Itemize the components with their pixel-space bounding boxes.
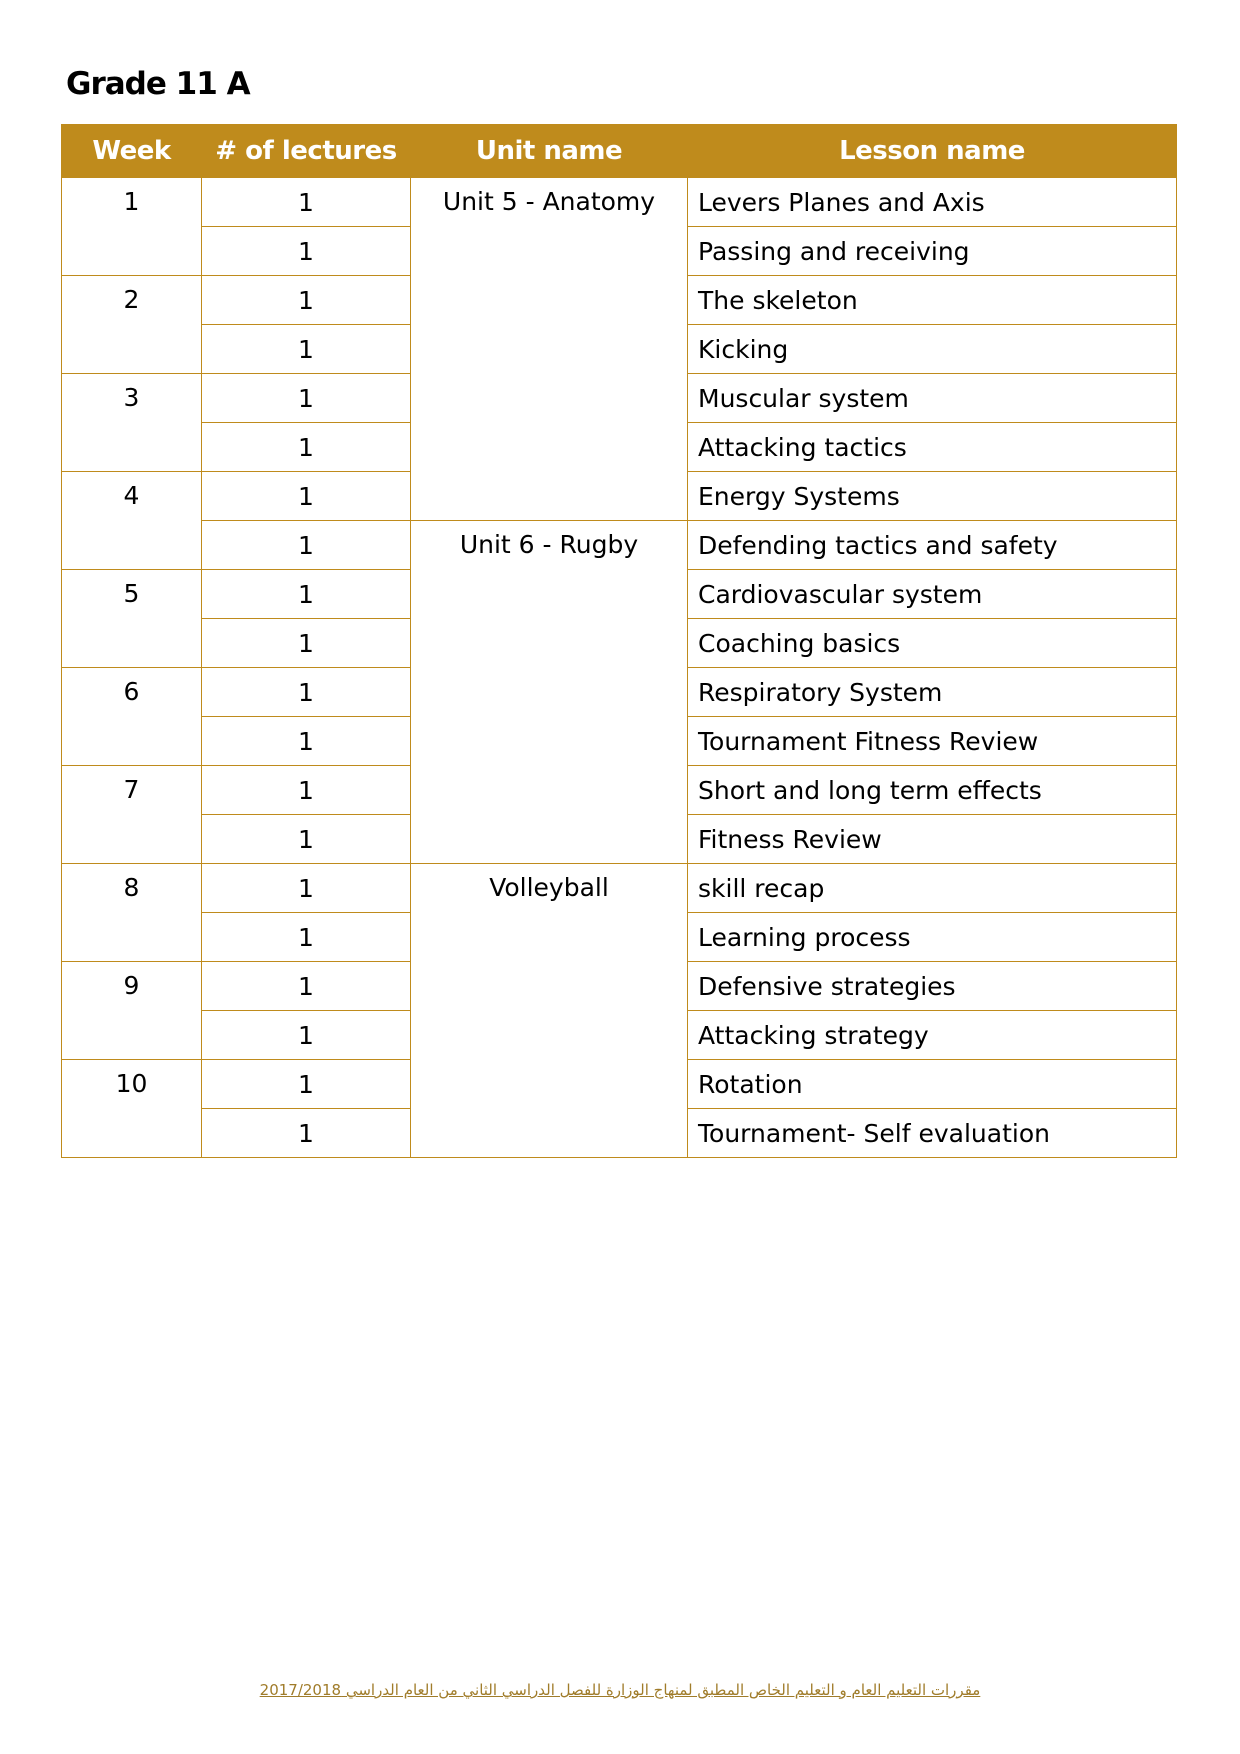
header-lectures: # of lectures — [202, 125, 411, 178]
lesson-cell: Attacking strategy — [688, 1011, 1177, 1060]
week-cell: 6 — [62, 668, 202, 766]
lesson-cell: Levers Planes and Axis — [688, 178, 1177, 227]
lesson-cell: Fitness Review — [688, 815, 1177, 864]
lectures-cell: 1 — [202, 1011, 411, 1060]
week-cell: 10 — [62, 1060, 202, 1158]
lectures-cell: 1 — [202, 570, 411, 619]
lectures-cell: 1 — [202, 521, 411, 570]
week-cell: 3 — [62, 374, 202, 472]
lesson-cell: Defending tactics and safety — [688, 521, 1177, 570]
lectures-cell: 1 — [202, 178, 411, 227]
lectures-cell: 1 — [202, 766, 411, 815]
lesson-schedule-table — [61, 124, 1177, 1158]
lectures-cell: 1 — [202, 227, 411, 276]
week-cell: 9 — [62, 962, 202, 1060]
lesson-cell: The skeleton — [688, 276, 1177, 325]
lesson-cell: Tournament Fitness Review — [688, 717, 1177, 766]
lesson-cell: Energy Systems — [688, 472, 1177, 521]
lectures-cell: 1 — [202, 276, 411, 325]
lesson-cell: Defensive strategies — [688, 962, 1177, 1011]
header-lesson: Lesson name — [688, 125, 1177, 178]
header-week: Week — [62, 125, 202, 178]
page-title: Grade 11 A — [66, 66, 250, 102]
lesson-cell: Kicking — [688, 325, 1177, 374]
week-cell: 7 — [62, 766, 202, 864]
lectures-cell: 1 — [202, 325, 411, 374]
lectures-cell: 1 — [202, 1060, 411, 1109]
week-cell: 4 — [62, 472, 202, 570]
unit-cell: Unit 5 - Anatomy — [411, 178, 688, 521]
lesson-cell: Muscular system — [688, 374, 1177, 423]
week-cell: 5 — [62, 570, 202, 668]
lectures-cell: 1 — [202, 472, 411, 521]
unit-cell: Unit 6 - Rugby — [411, 521, 688, 864]
lesson-cell: Coaching basics — [688, 619, 1177, 668]
footer-text: مقررات التعليم العام و التعليم الخاص المطبق لمنهاج الوزارة للفصل الدراسي الثاني من العام الدراسي 2017/2018 — [259, 1681, 981, 1699]
week-cell: 8 — [62, 864, 202, 962]
lesson-cell: Attacking tactics — [688, 423, 1177, 472]
lectures-cell: 1 — [202, 717, 411, 766]
lectures-cell: 1 — [202, 668, 411, 717]
lesson-cell: Passing and receiving — [688, 227, 1177, 276]
week-cell: 1 — [62, 178, 202, 276]
table-row — [62, 864, 1177, 913]
lectures-cell: 1 — [202, 962, 411, 1011]
lectures-cell: 1 — [202, 619, 411, 668]
lectures-cell: 1 — [202, 864, 411, 913]
unit-cell: Volleyball — [411, 864, 688, 1158]
lectures-cell: 1 — [202, 815, 411, 864]
lesson-cell: Respiratory System — [688, 668, 1177, 717]
lesson-cell: Tournament- Self evaluation — [688, 1109, 1177, 1158]
lesson-cell: skill recap — [688, 864, 1177, 913]
lectures-cell: 1 — [202, 1109, 411, 1158]
lesson-cell: Learning process — [688, 913, 1177, 962]
table-row — [62, 521, 1177, 570]
week-cell: 2 — [62, 276, 202, 374]
lesson-cell: Rotation — [688, 1060, 1177, 1109]
table-header-row — [62, 125, 1177, 178]
footer — [0, 1680, 1240, 1699]
table-row — [62, 178, 1177, 227]
lectures-cell: 1 — [202, 423, 411, 472]
lectures-cell: 1 — [202, 374, 411, 423]
header-unit: Unit name — [411, 125, 688, 178]
lesson-cell: Cardiovascular system — [688, 570, 1177, 619]
lectures-cell: 1 — [202, 913, 411, 962]
lesson-cell: Short and long term effects — [688, 766, 1177, 815]
